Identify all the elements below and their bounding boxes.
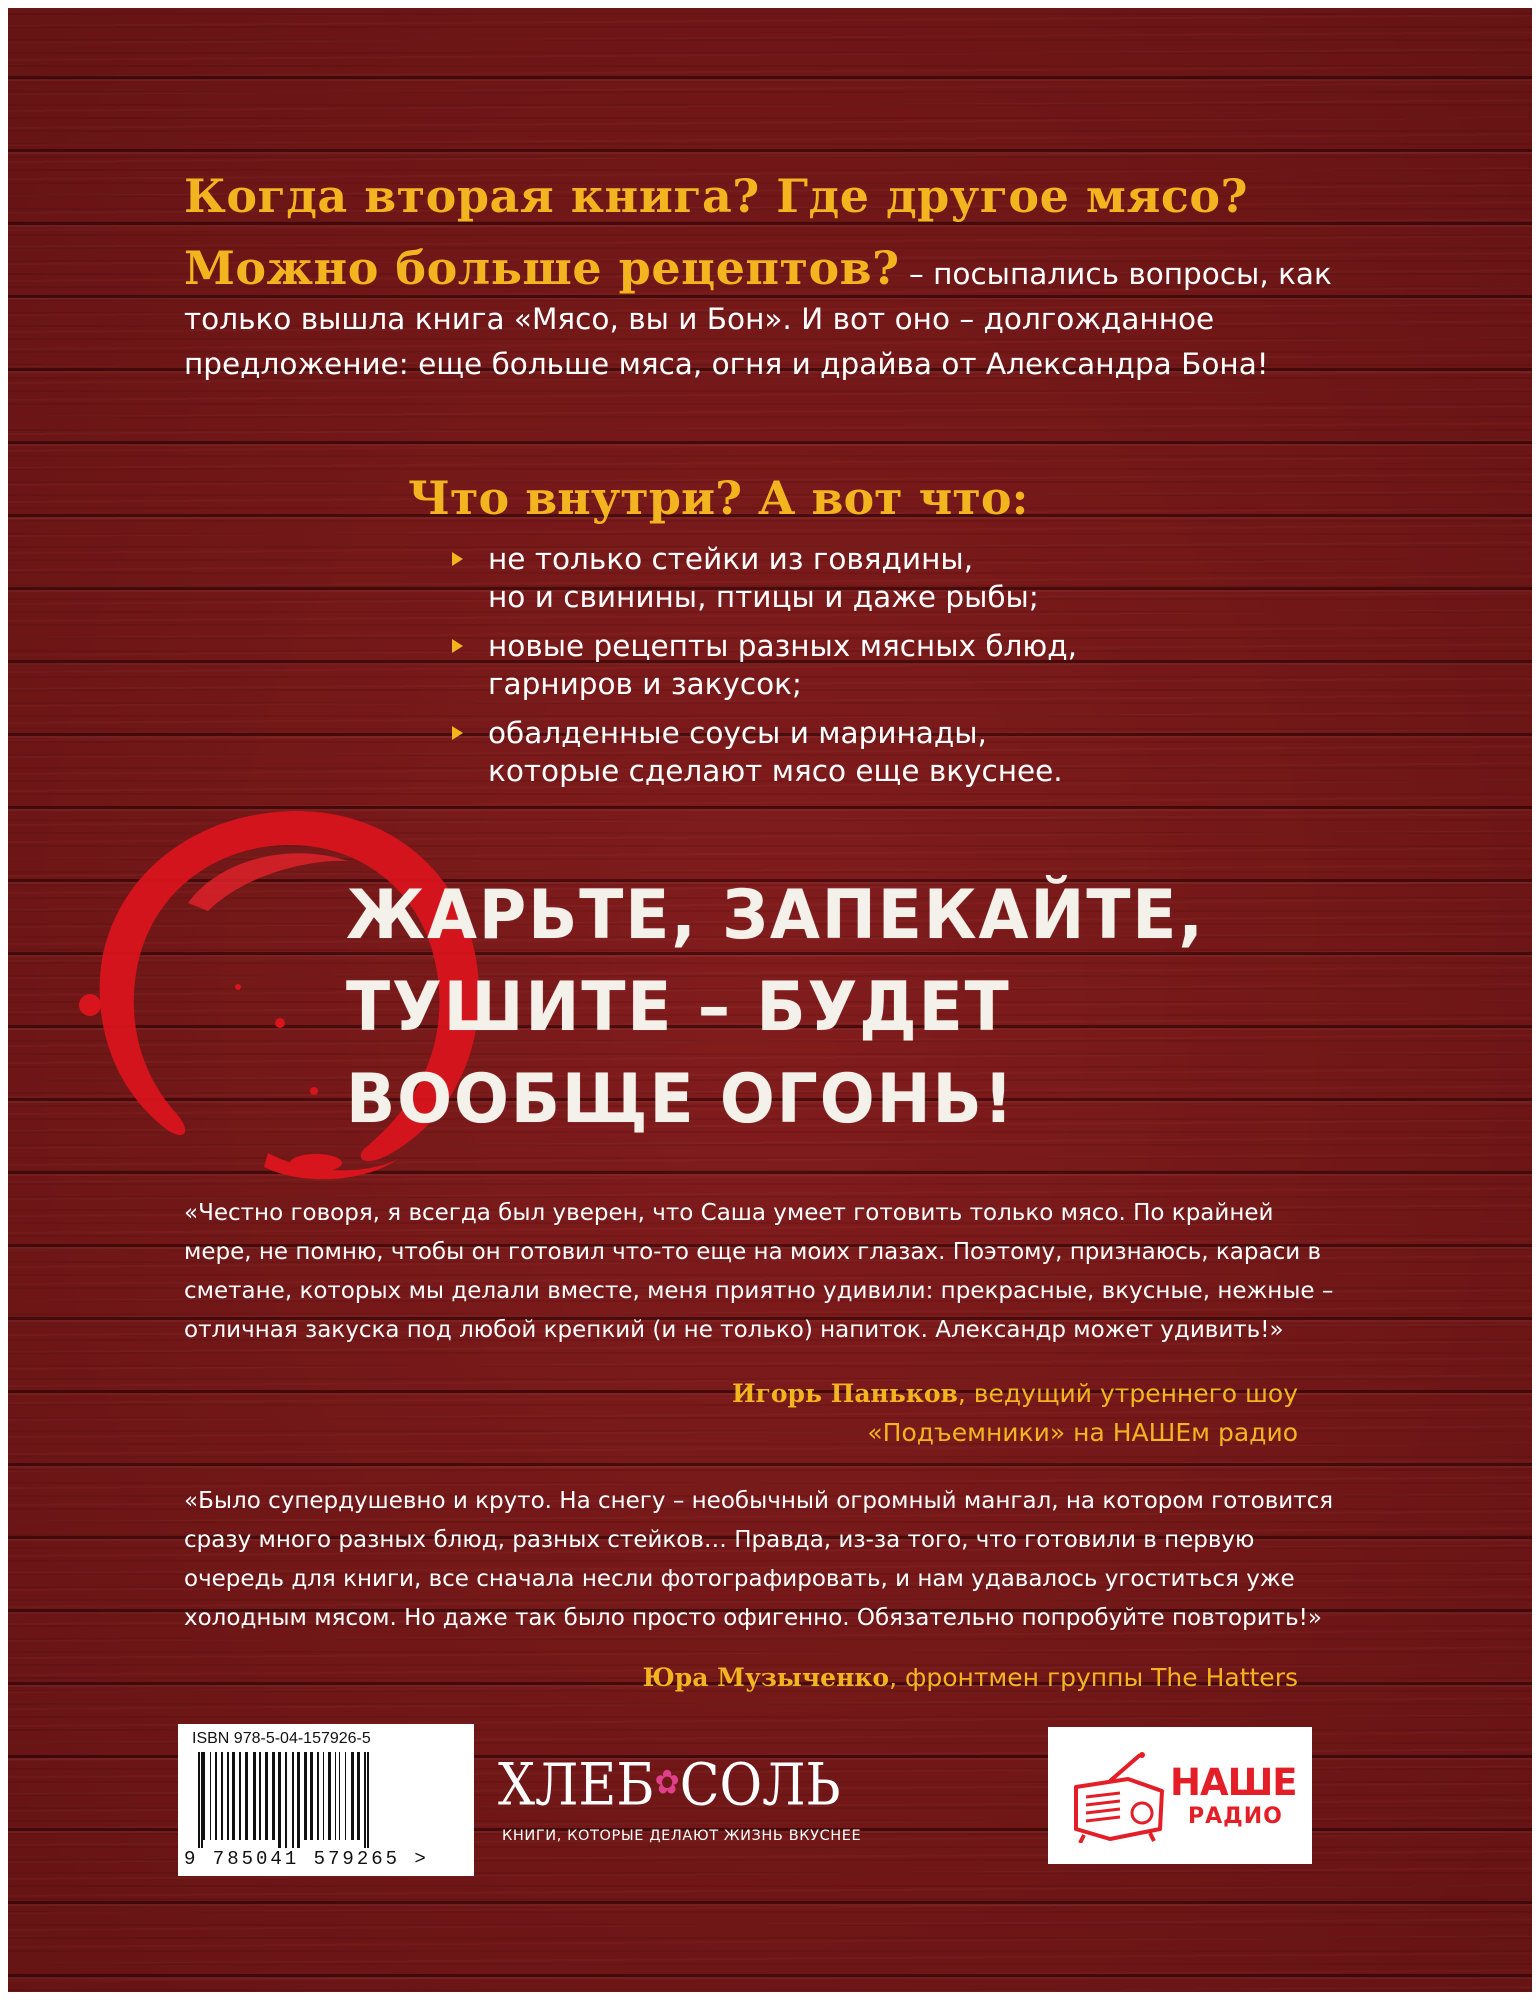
- barcode-bar: [210, 1752, 211, 1840]
- triangle-bullet-icon: [452, 552, 463, 566]
- barcode-bar: [310, 1752, 313, 1840]
- barcode-bar: [245, 1752, 248, 1840]
- publisher-name-right: СОЛЬ: [679, 1752, 841, 1820]
- publisher-name-left: ХЛЕБ: [498, 1752, 655, 1820]
- slogan-line-3: ВООБЩЕ ОГОНЬ!: [346, 1060, 1016, 1139]
- barcode-bar: [201, 1752, 203, 1848]
- inside-title: Что внутри? А вот что:: [408, 471, 1029, 525]
- feature-item: [448, 540, 1348, 616]
- headline: [184, 166, 1384, 226]
- publisher-name: [498, 1752, 878, 1823]
- feature-list: [448, 540, 1348, 801]
- barcode-bar: [259, 1752, 261, 1840]
- feature-item-line: обалденные соусы и маринады,: [488, 716, 987, 750]
- flower-icon: ✿: [654, 1762, 680, 1802]
- barcode-digits: 9 785041 579265 >: [184, 1848, 429, 1870]
- barcode-bar: [323, 1752, 324, 1840]
- feature-item-line: новые рецепты разных мясных блюд,: [488, 629, 1077, 663]
- feature-item-line: не только стейки из говядины,: [488, 542, 974, 576]
- barcode-bar: [227, 1752, 229, 1840]
- radio-sub: РАДИО: [1188, 1804, 1283, 1829]
- slogan-line-1: ЖАРЬТЕ, ЗАПЕКАЙТЕ,: [346, 876, 1205, 955]
- barcode-bar: [239, 1752, 241, 1840]
- quote-author-role: , ведущий утреннего шоу: [957, 1379, 1298, 1408]
- isbn-barcode-block: [178, 1724, 474, 1876]
- triangle-bullet-icon: [452, 639, 463, 653]
- quote-author: Игорь Паньков: [731, 1379, 958, 1408]
- quote-text: «Честно говоря, я всегда был уверен, что Саша умеет готовить только мясо. По крайней мере, не помню, чтобы он готовил что-то еще на моих глазах. Поэтому, признаюсь, караси в сметане, которых мы делали вместе, меня приятно удивили: прекрасные, вкусные, нежные – отличная закуска под любой крепкий (и не только) напиток. Александр может удивить!»: [184, 1200, 1334, 1343]
- feature-item-line: но и свинины, птицы и даже рыбы;: [488, 580, 1039, 614]
- barcode-icon: [198, 1752, 458, 1848]
- barcode-bar: [304, 1752, 307, 1840]
- barcode-bar: [367, 1752, 369, 1848]
- publisher-tagline: КНИГИ, КОТОРЫЕ ДЕЛАЮТ ЖИЗНЬ ВКУСНЕЕ: [502, 1828, 862, 1844]
- radio-logo: [1048, 1727, 1312, 1864]
- barcode-bar: [285, 1752, 287, 1848]
- feature-item-line: которые сделают мясо еще вкуснее.: [488, 754, 1063, 788]
- radio-icon: [1070, 1751, 1166, 1843]
- slogan-line-2: ТУШИТЕ – БУДЕТ: [346, 968, 1011, 1047]
- barcode-bar: [265, 1752, 268, 1840]
- barcode-bar: [345, 1752, 346, 1840]
- barcode-bar: [339, 1752, 340, 1840]
- barcode-bar: [364, 1752, 366, 1848]
- quote-text: «Было супердушевно и круто. На снегу – необычный огромный мангал, на котором готовится сразу много разных блюд, разных стейков… Правда, из-за того, что готовили в первую очередь для книги, все сначала несли фотографировать, и нам удавалось угоститься уже холодным мясом. Но даже так было просто офигенно. Обязательно попробуйте повторить!»: [184, 1488, 1334, 1631]
- barcode-bar: [278, 1752, 281, 1848]
- barcode-bar: [351, 1752, 354, 1840]
- quote-author-role: , фронтмен группы The Hatters: [889, 1663, 1298, 1692]
- quote-author: Юра Музыченко: [642, 1663, 890, 1692]
- barcode-bar: [297, 1752, 300, 1848]
- barcode-bar: [292, 1752, 294, 1848]
- intro-text: – посыпались вопросы, как только вышла книга «Мясо, вы и Бон». И вот оно – долгожданное предложение: еще больше мяса, огня и драйва от Александра Бона!: [184, 257, 1332, 381]
- book-back-cover: [8, 8, 1532, 1992]
- quote-attribution: [398, 1658, 1298, 1697]
- barcode-bar: [335, 1752, 336, 1840]
- barcode-bar: [232, 1752, 235, 1840]
- headline-line-2: Можно больше рецептов?: [184, 241, 900, 295]
- barcode-bar: [221, 1752, 223, 1840]
- publisher-logo: [498, 1752, 878, 1862]
- feature-item: [448, 627, 1348, 703]
- radio-name: НАШЕ: [1170, 1761, 1297, 1804]
- headline-line-1: Когда вторая книга? Где другое мясо?: [184, 169, 1248, 223]
- feature-item: [448, 714, 1348, 790]
- triangle-bullet-icon: [452, 726, 463, 740]
- quote-author-role: «Подъемники» на НАШЕм радио: [867, 1418, 1298, 1447]
- barcode-bar: [357, 1752, 360, 1840]
- barcode-bar: [203, 1752, 205, 1840]
- intro-paragraph: [184, 241, 1344, 387]
- feature-item-line: гарниров и закусок;: [488, 667, 802, 701]
- barcode-bar: [317, 1752, 319, 1840]
- barcode-bar: [198, 1752, 200, 1848]
- barcode-bar: [215, 1752, 217, 1840]
- slogan: [346, 870, 1346, 1146]
- quote-attribution: [398, 1374, 1298, 1452]
- barcode-bar: [253, 1752, 256, 1840]
- barcode-bar: [328, 1752, 331, 1840]
- isbn-label: ISBN 978-5-04-157926-5: [192, 1730, 371, 1747]
- barcode-bar: [272, 1752, 275, 1840]
